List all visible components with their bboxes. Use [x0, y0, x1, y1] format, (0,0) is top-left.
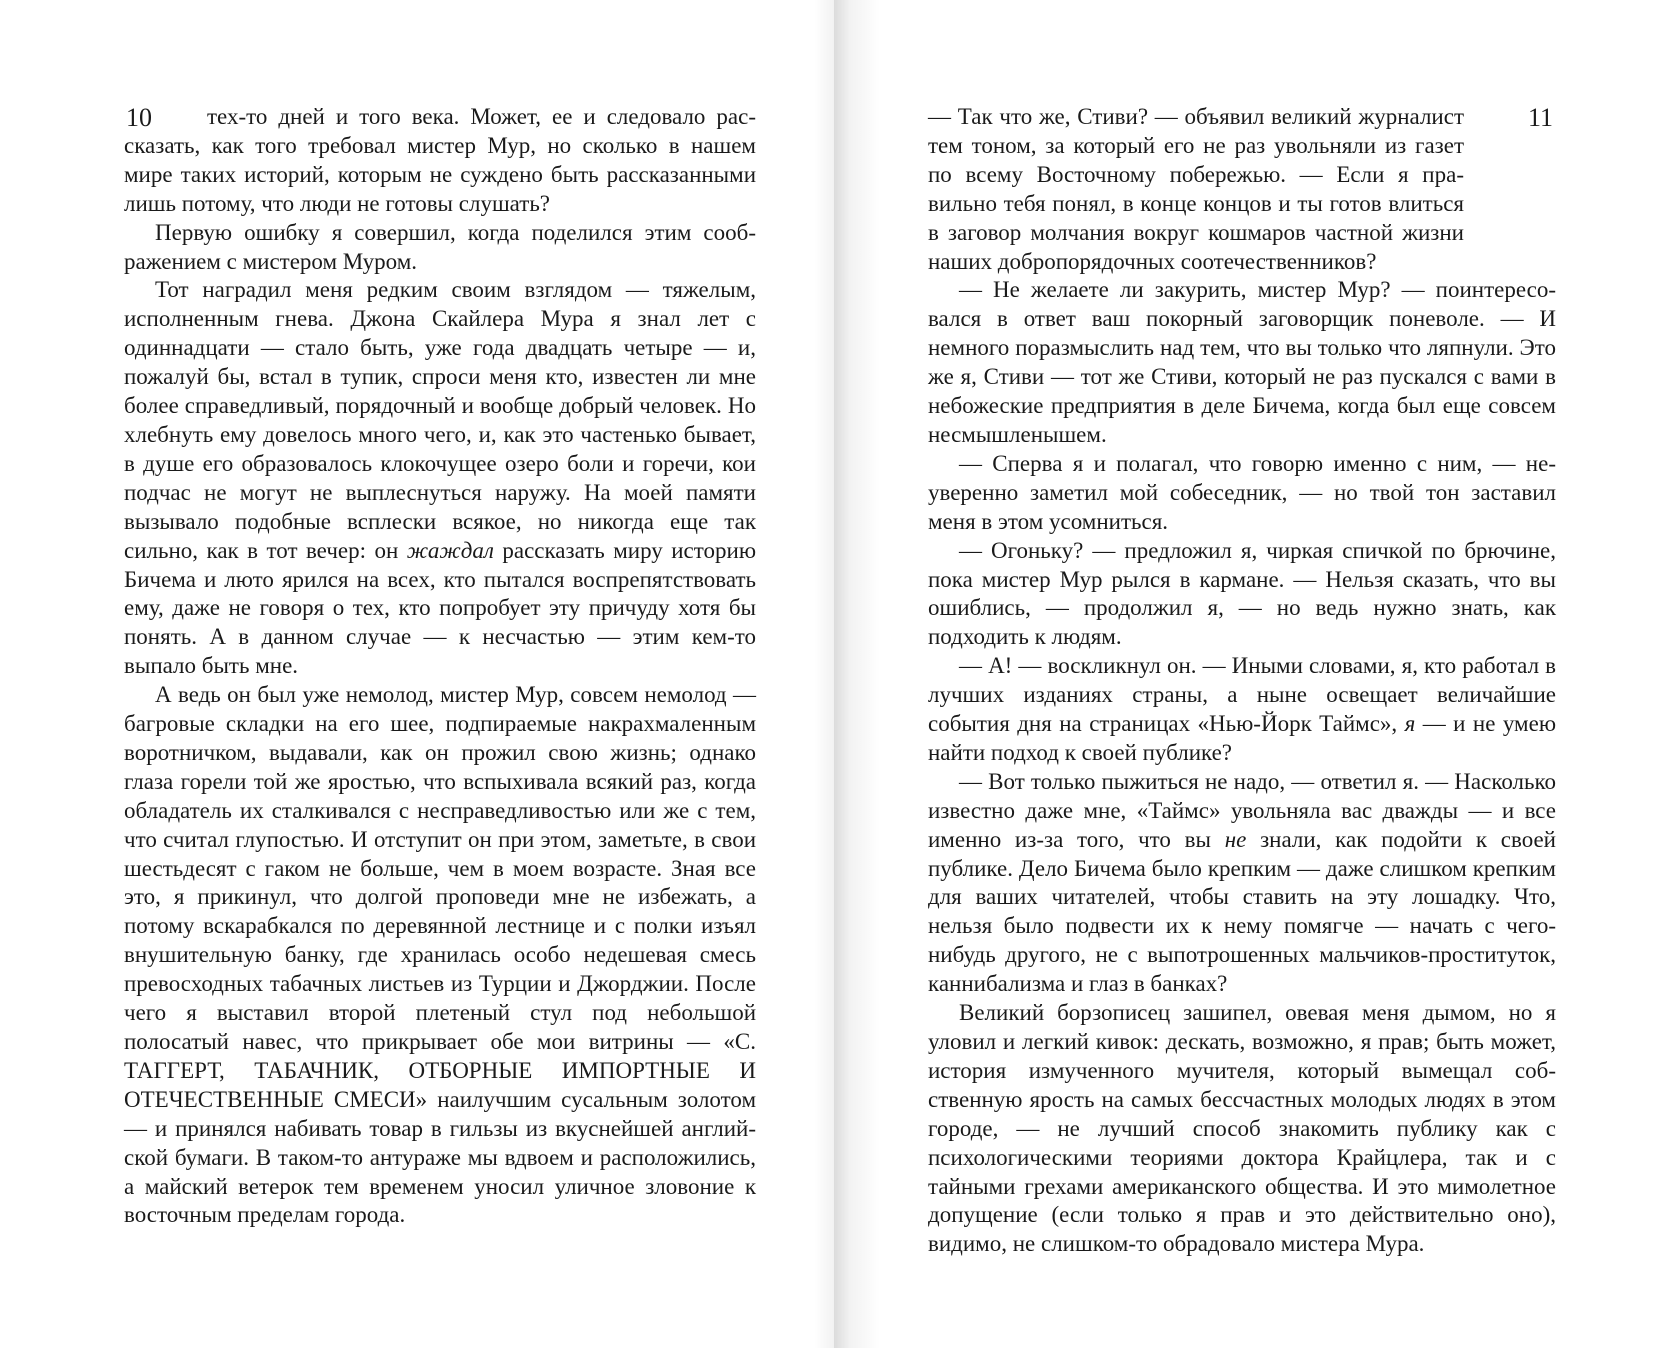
paragraph: тех-то дней и того века. Может, ее и следовало рассказать, как того требовал мистер Мур, но сколько в нашем мире таких историй, которым не суждено быть рассказанными лишь потому, что люди не готовы слушать?: [124, 104, 756, 216]
left-page: [0, 0, 834, 1348]
page-number-left: 10: [126, 103, 152, 132]
paragraph: — А! — воскликнул он. — Иными словами, я, кто работал в лучших изданиях страны, а ныне освещает величайшие события дня на страницах «Нью-Йорк Таймс», я — и не умею найти подход к своей публике?: [928, 653, 1556, 765]
paragraph: — Так что же, Стиви? — объявил великий журналист тем тоном, за который его не раз увольняли из газет по всему Восточному побережью. — Если я правильно тебя понял, в конце концов и ты готов влиться в заговор молчания вокруг кошмаров частной жизни наших добропорядочных соотечественников?: [928, 104, 1464, 274]
paragraph: — Вот только пыжиться не надо, — ответил я. — Насколько известно даже мне, «Таймс» увольняла вас дважды — и все именно из-за того, что вы не знали, как подойти к своей публике. Дело Бичема было крепким — даже слишком крепким для ваших читателей, чтобы ставить на эту лошадку. Что, нельзя было подвести их к нему помягче — начать с чего-нибудь другого, не с выпотрошенных мальчиков-проституток, каннибализма и глаз в банках?: [928, 768, 1556, 997]
paragraph: — Огоньку? — предложил я, чиркая спичкой по брючине, пока мистер Мур рылся в кармане. — Нельзя сказать, что вы ошиблись, — продолжил я, — но ведь нужно знать, как подходить к людям.: [928, 537, 1556, 650]
paragraph: Великий борзописец зашипел, овевая меня дымом, но я уловил и легкий кивок: дескать, возможно, я прав; быть может, история измученного мучителя, который вымещал собственную ярость на самых бессчастных молодых людях в этом городе, — не лучший способ знакомить публику как с психологическими теориями доктора Крайцлера, так и с тайными грехами американского общества. И это мимолетное допущение (если только я прав и это действительно оно), видимо, не слишком-то обрадовало мистера Мура.: [928, 1000, 1556, 1257]
paragraph: Первую ошибку я совершил, когда поделился этим соображением с мистером Муром.: [124, 219, 756, 274]
right-page-text: [928, 103, 1556, 1259]
left-page-text: [124, 103, 756, 1230]
paragraph: — Сперва я и полагал, что говорю именно с ним, — неуверенно заметил мой собеседник, — но твой тон заставил меня в этом усомниться.: [928, 450, 1556, 534]
emphasis: не: [1224, 826, 1247, 852]
page-number-right: 11: [1528, 103, 1554, 132]
paragraph: — Не желаете ли закурить, мистер Мур? — поинтересовался в ответ ваш покорный заговорщик поневоле. — И немного поразмыслить над тем, что вы только что ляпнули. Это же я, Стиви — тот же Стиви, который не раз пускался с вами в небожеские предприятия в деле Бичема, когда был еще совсем несмышленышем.: [928, 277, 1556, 447]
emphasis: жаждал: [406, 537, 494, 563]
emphasis: я: [1404, 711, 1416, 737]
paragraph: Тот наградил меня редким своим взглядом — тяжелым, исполненным гнева. Джона Скайлера Мура я знал лет с одиннадцати — стало быть, уже года двадцать четыре — и, пожалуй бы, встал в тупик, спроси меня кто, известен ли мне более справедливый, порядочный и вообще добрый человек. Но хлебнуть ему довелось много чего, и, как это частенько бывает, в душе его образовалось клокочущее озеро боли и горечи, кои подчас не могут не выплеснуться наружу. На моей памяти вызывало подобные всплески всякое, но никогда еще так сильно, как в тот вечер: он жаждал рассказать миру историю Бичема и люто ярился на всех, кто пытался воспрепятствовать ему, даже не говоря о тех, кто попробует эту причуду хотя бы понять. А в данном случае — к несчастью — этим кем-то выпало быть мне.: [124, 277, 756, 679]
paragraph: А ведь он был уже немолод, мистер Мур, совсем немолод — багровые складки на его шее, подпираемые накрахмаленным воротничком, выдавали, как он прожил свою жизнь; однако глаза горели той же яростью, что вспыхивала всякий раз, когда обладатель их сталкивался с несправедливостью или же с тем, что считал глупостью. И отступит он при этом, заметьте, в свои шестьдесят с гаком не больше, чем в моем возрасте. Зная все это, я прикинул, что долгой проповеди мне не избежать, а потому вскарабкался по деревянной лестнице и с полки изъял внушительную банку, где хранилась особо недешевая смесь превосходных табачных листьев из Турции и Джорджии. После чего я выставил второй плетеный стул под небольшой полосатый навес, что прикрывает обе мои витрины — «С. ТАГГЕРТ, ТАБАЧНИК, ОТБОРНЫЕ ИМПОРТНЫЕ И ОТЕЧЕСТВЕННЫЕ СМЕСИ» наилучшим сусальным золотом — и принялся набивать товар в гильзы из вкуснейшей английской бумаги. В таком-то антураже мы вдвоем и расположились, а майский ветерок тем временем уносил уличное зловоние к восточным пределам города.: [124, 682, 756, 1228]
